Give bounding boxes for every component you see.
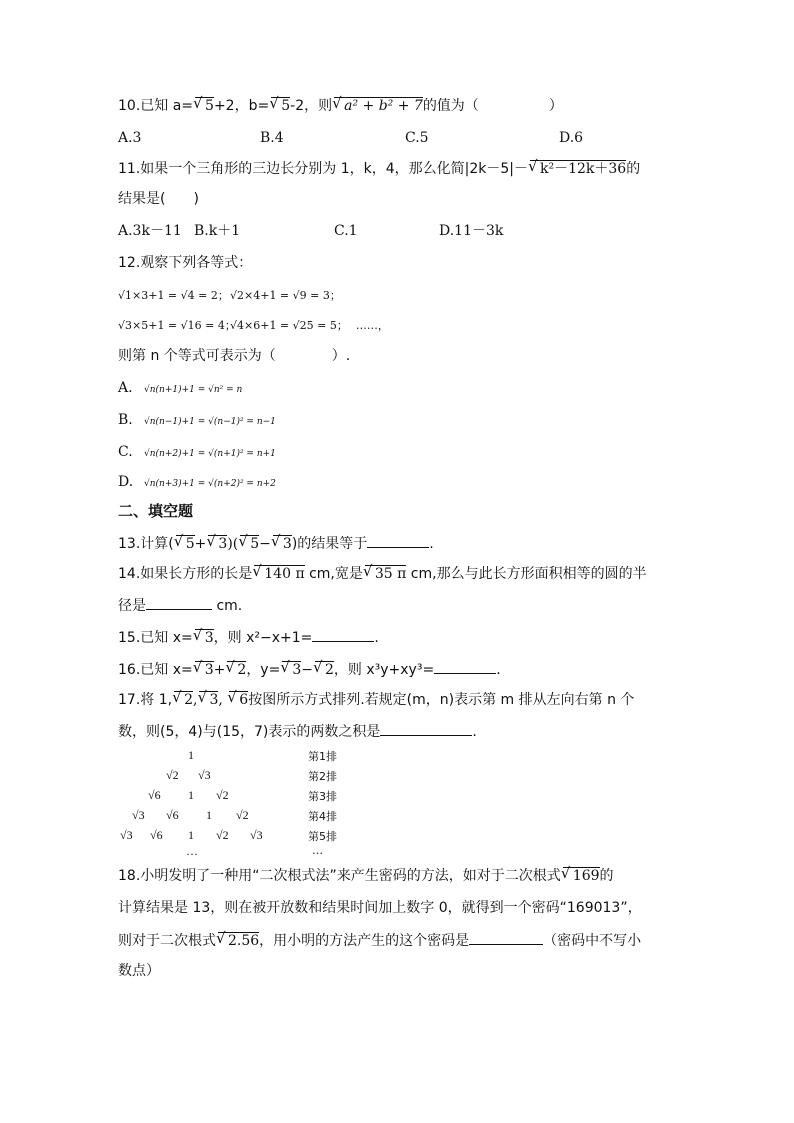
q17-line2: 数，则(5，4)与(15，7)表示的两数之积是 . xyxy=(118,721,477,742)
q11-options xyxy=(118,221,503,241)
q14-answer-blank[interactable] xyxy=(146,595,212,610)
q12-option-a: A. √n(n+1)+1 = √n² = n xyxy=(118,380,243,396)
q13-answer-blank[interactable] xyxy=(367,533,429,548)
q12-option-c: C. √n(n+2)+1 = √(n+1)² = n+1 xyxy=(118,444,276,460)
q11-rad: √ k²－12k＋36 xyxy=(530,160,626,177)
q12-eq1: √1×3+1 = √4 = 2； xyxy=(118,289,229,302)
q12-option-b: B. √n(n−1)+1 = √(n−1)² = n−1 xyxy=(118,412,276,428)
q15: 15.已知 x=√ 3，则 x²−x+1= . xyxy=(118,627,379,648)
q12-eqs-row1 xyxy=(118,286,341,306)
q10-rad-expr: √ a² + b² + 7 xyxy=(334,97,423,114)
q11-stem: 11.如果一个三角形的三边长分别为 1，k，4，那么化简|2k－5|－√ k²－12k＋36的 xyxy=(118,159,640,179)
q12-eq3: √3×5+1 = √16 = 4； xyxy=(118,319,236,332)
q17-row-label-4: 第4排 xyxy=(308,810,337,823)
q17-row-label-2: 第2排 xyxy=(308,770,337,783)
q15-answer-blank[interactable] xyxy=(312,627,374,642)
q12-title: 12.观察下列各等式： xyxy=(118,255,253,271)
q11-option-b: B.k＋1 xyxy=(194,223,241,239)
q17-row-label-3: 第3排 xyxy=(308,790,337,803)
q17-answer-blank[interactable] xyxy=(380,721,472,736)
q12-ellipsis: ……， xyxy=(355,319,389,332)
q10-option-b: B.4 xyxy=(260,130,284,146)
q12-eqs-row2 xyxy=(118,316,389,336)
q17-row-label-more: … xyxy=(312,844,323,857)
q10-rad-a: √ 5 xyxy=(195,97,214,114)
q12-option-d: D. √n(n+3)+1 = √(n+2)² = n+2 xyxy=(118,474,276,490)
q10-rad-b: √ 5 xyxy=(271,97,290,114)
q17-row-label-1: 第1排 xyxy=(308,750,337,763)
q10-option-d: D.6 xyxy=(559,130,584,146)
q10-option-c: C.5 xyxy=(405,130,429,146)
q10-option-a: A.3 xyxy=(118,130,142,146)
section-title: 二、填空题 xyxy=(118,502,194,520)
q12-eq2: √2×4+1 = √9 = 3； xyxy=(230,289,341,302)
q17-triangle-figure: 1 √2 √3 √6 1 √2 √3 √6 1 √2 √3 √6 1 √2 √3 … xyxy=(120,748,263,858)
q11-line2: 结果是( ) xyxy=(118,191,199,207)
q11-option-c: C.1 xyxy=(334,223,358,239)
q18-line2: 计算结果是 13，则在被开放数和结果时间加上数字 0，就得到一个密码“169013”， xyxy=(118,900,642,916)
q14: 14.如果长方形的长是√ 140 π cm,宽是√ 35 π cm,那么与此长方形面积相等的圆的半 xyxy=(118,564,647,584)
q16-answer-blank[interactable] xyxy=(434,659,496,674)
q14-line2: 径是 cm. xyxy=(118,595,242,616)
q18-answer-blank[interactable] xyxy=(469,930,543,945)
q12-eq4: √4×6+1 = √25 = 5； xyxy=(230,319,348,332)
q17: 17.将 1,√ 2,√ 3, √ 6按图所示方式排列.若规定(m，n)表示第 m 排从左向右第 n 个 xyxy=(118,690,634,710)
q12-ask: 则第 n 个等式可表示为（ ）. xyxy=(118,348,351,364)
q10-stem: 10.已知 a=√ 5+2，b=√ 5-2，则√ a² + b² + 7的值为（ ） xyxy=(118,96,563,116)
q18-line3: 则对于二次根式√ 2.56，用小明的方法产生的这个密码是 （密码中不写小 xyxy=(118,930,641,951)
q16: 16.已知 x=√ 3+√ 2，y=√ 3−√ 2，则 x³y+xy³= . xyxy=(118,659,501,680)
q11-option-a: A.3k－11 xyxy=(118,223,182,239)
q11-option-d: D.11－3k xyxy=(439,223,504,239)
q18-line4: 数点） xyxy=(118,963,160,979)
q17-row-label-5: 第5排 xyxy=(308,830,337,843)
q10-options xyxy=(118,128,583,148)
q18-line1: 18.小明发明了一种用“二次根式法”来产生密码的方法，如对于二次根式√ 169的 xyxy=(118,866,614,886)
q13: 13.计算(√ 5+√ 3)(√ 5−√ 3)的结果等于 . xyxy=(118,533,434,554)
